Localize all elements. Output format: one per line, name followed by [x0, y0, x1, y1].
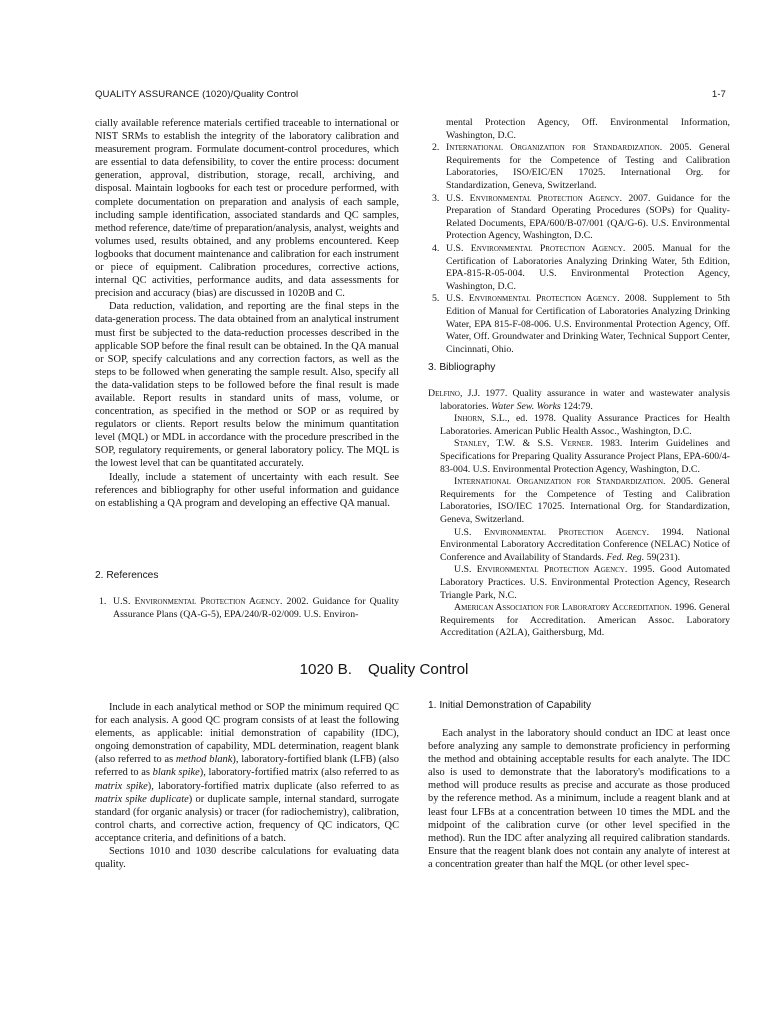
section-title	[0, 661, 768, 678]
reference-number: 3.	[432, 192, 440, 204]
section-number: 1020 B.	[299, 661, 352, 678]
page-number: 1-7	[711, 89, 726, 100]
bibliography-entry: Inhorn, S.L., ed. 1978. Quality Assurance Practices for Health Laboratories. American Public Health Assoc., Washington, D.C.	[440, 413, 730, 437]
reference-author: U.S. Environmental Protection Agency.	[446, 242, 626, 254]
references-heading: 2. References	[95, 570, 159, 581]
bibliography-entry: International Organization for Standardization. 2005. General Requirements for the Competence of Testing and Calibration Laboratories, ISO/IEC 17025. International Org. for Standardization, Geneva, Switzerland.	[440, 476, 730, 525]
body-paragraph: Include in each analytical method or SOP the minimum required QC for each analysis. A good QC program consists of at least the following elements, as applicable: initial demonstration of capability (IDC), ongoing demonstration of capability, MDL determination, reagent blank (also referred to as method blank), laboratory-fortified blank (LFB) (also referred to as blank spike), laboratory-fortified matrix (also referred to as matrix spike), laboratory-fortified matrix duplicate (also referred to as matrix spike duplicate) or duplicate sample, internal standard, surrogate standard (for organic analysis) or tracer (for radiochemistry), calibration, control charts, and corrective action, frequency of QC indicators, QC acceptance criteria, and definitions of a batch.	[95, 702, 399, 844]
reference-text: 2005. Manual for the Certification of Laboratories Analyzing Drinking Water, 5th Edition, EPA-815-R-05-004. U.S. Environmental Protection Agency, Washington, D.C.	[446, 242, 730, 292]
reference-author: International Organization for Standardization.	[446, 142, 663, 154]
reference-number: 1.	[99, 596, 107, 607]
top-right-column	[428, 117, 730, 356]
reference-1	[95, 596, 399, 621]
reference-author: U.S. Environmental Protection Agency.	[113, 596, 283, 607]
bibliography-entry: U.S. Environmental Protection Agency. 1994. National Environmental Laboratory Accreditation Conference (NELAC) Notice of Conference and Availability of Standards. Fed. Reg. 59(231).	[440, 526, 730, 563]
body-paragraph: Sections 1010 and 1030 describe calculations for evaluating data quality.	[95, 846, 399, 871]
reference-continuation: mental Protection Agency, Off. Environmental Information, Washington, D.C.	[446, 117, 730, 141]
reference-item	[428, 293, 730, 356]
body-paragraph: Data reduction, validation, and reporting are the final steps in the data-generation process. The data obtained from an analytical instrument must first be subjected to the data-reduction processes described in the applicable SOP before the final result can be obtained. In the QA manual or SOP, specify calculations and any correction factors, as well as the steps to be followed when generating the sample result. Also, specify all the data-validation steps to be followed before the final result is made available. Report results in standard units of mass, volume, or concentration, as specified in the method or SOP or as required by regulators or clients. Report results below the minimum quantitation level (MQL) or MDL in accordance with the procedure prescribed in the SOP, regulatory requirements, or general laboratory policy. The MQL is the lowest level that can be quantitated accurately.	[95, 301, 399, 470]
reference-text: 2008. Supplement to 5th Edition of Manual for Certification of Laboratories Analyzing Drinking Water, EPA 815-F-08-006. U.S. Environmental Protection Agency, Off. Water, Off. Groundwater and Drinking Water, Technical Support Center, Cincinnati, Ohio.	[446, 293, 730, 355]
bottom-right-column	[428, 727, 730, 871]
top-left-column	[95, 117, 399, 510]
body-paragraph: Ideally, include a statement of uncertainty with each result. See references and bibliography for other useful information and guidance on establishing a QA program and developing an effective QA manual.	[95, 471, 399, 509]
reference-number: 4.	[432, 242, 440, 254]
reference-text: 2005. General Requirements for the Competence of Testing and Calibration Laboratories, ISO/EIC/EN 17025. International Org. for Standardization, Geneva, Switzerland.	[446, 142, 731, 191]
reference-item	[428, 142, 730, 192]
reference-text: 2007. Guidance for the Preparation of Standard Operating Procedures (SOPs) for Quality-Related Documents, EPA/600/B-07/001 (QA/G-6). U.S. Environmental Protection Agency, Washington, D.C.	[446, 192, 731, 242]
reference-author: U.S. Environmental Protection Agency.	[446, 293, 620, 305]
bibliography-list	[428, 388, 730, 640]
section-name: Quality Control	[367, 661, 469, 678]
reference-number: 5.	[432, 293, 440, 305]
reference-item	[428, 193, 730, 243]
bottom-left-column	[95, 701, 399, 871]
reference-item	[428, 243, 730, 293]
reference-author: U.S. Environmental Protection Agency.	[446, 192, 623, 204]
body-paragraph: cially available reference materials certified traceable to international or NIST SRMs to establish the integrity of the laboratory calibration and measurement program. Formulate document-control procedures, which are essential to data defensibility, to cover the entire process: document generation, approval, distribution, storage, recall, archiving, and disposal. Maintain logbooks for each test or procedure performed, with complete documentation on preparation and analysis of each sample, including sample identification, associated standards and QC samples, method reference, date/time of preparation/analysis, analyst, weights and volumes used, results obtained, and any problems encountered. Keep logbooks that document maintenance and calibration for each instrument or piece of equipment. Calibration procedures, corrective actions, internal QC activities, performance audits, and data assessments for precision and accuracy (bias) are discussed in 1020B and C.	[95, 118, 399, 300]
bibliography-entry: American Association for Laboratory Accreditation. 1996. General Requirements for Accreditation. American Assoc. Laboratory Accreditation (A2LA), Gaithersburg, Md.	[440, 602, 730, 639]
bibliography-entry: Stanley, T.W. & S.S. Verner. 1983. Interim Guidelines and Specifications for Preparing Quality Assurance Project Plans, EPA-600/4-83-004. U.S. Environmental Protection Agency, Washington, D.C.	[440, 438, 730, 475]
bibliography-entry: Delfino, J.J. 1977. Quality assurance in water and wastewater analysis laboratories. Water Sew. Works 124:79.	[428, 388, 730, 412]
subsection-heading: 1. Initial Demonstration of Capability	[428, 700, 592, 711]
reference-item	[95, 596, 399, 621]
running-header: QUALITY ASSURANCE (1020)/Quality Control	[95, 89, 299, 100]
body-paragraph: Each analyst in the laboratory should conduct an IDC at least once before analyzing any sample to demonstrate proficiency in performing the method and obtaining acceptable results for each analyte. The IDC also is used to demonstrate that the laboratory's modifications to a method will produce results as precise and accurate as those produced by the reference method. As a minimum, include a reagent blank and at least four LFBs at a concentration between 10 times the MDL and the midpoint of the calibration curve (or other level specified in the method). Run the IDC after analyzing all required calibration standards. Ensure that the reagent blank does not contain any analyte of interest at a concentration greater than half the MQL (or other level spec-	[428, 728, 730, 870]
reference-number: 2.	[432, 142, 440, 154]
reference-text: 2002. Guidance for Quality Assurance Plans (QA-G-5), EPA/240/R-02/009. U.S. Environ-	[113, 596, 400, 620]
bibliography-heading: 3. Bibliography	[428, 362, 496, 373]
bibliography-entry: U.S. Environmental Protection Agency. 1995. Good Automated Laboratory Practices. U.S. Environmental Protection Agency, Research Triangle Park, N.C.	[440, 564, 730, 601]
